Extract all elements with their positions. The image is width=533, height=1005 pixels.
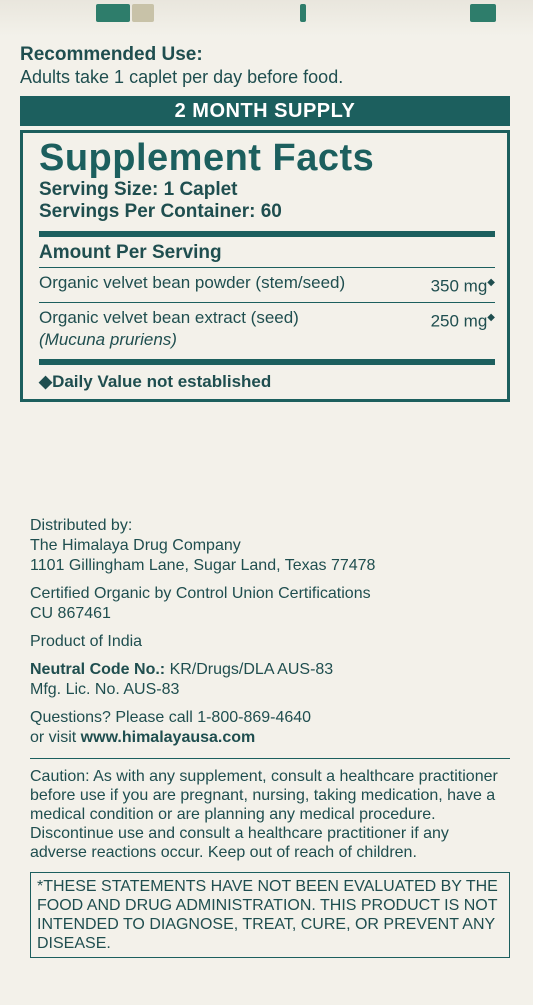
amount-per-serving-heading: Amount Per Serving [39,242,222,263]
certification-block [30,584,510,624]
company-info [30,516,510,958]
ingredient-amount: 250 mg◆ [430,311,495,331]
neutral-code-value: KR/Drugs/DLA AUS-83 [165,661,334,678]
section-divider [30,758,510,759]
ingredient-name: Organic velvet bean extract (seed) [39,307,299,327]
supply-banner: 2 MONTH SUPPLY [20,96,510,126]
ingredient-row [39,303,495,355]
caution-label: Caution: [30,768,90,785]
certification-number: CU 867461 [30,605,111,622]
contact-visit: or visit [30,729,81,746]
certification-line: Certified Organic by Control Union Certifications [30,585,371,602]
brand-logo-fragment [96,4,130,22]
codes-block [30,660,510,700]
brand-logo-fragment [132,4,154,22]
recommended-use-heading: Recommended Use: [20,44,203,65]
website-link[interactable]: www.himalayausa.com [80,729,256,746]
packaging-top-strip [0,0,533,36]
caution-body: As with any supplement, consult a healthcare practitioner before use if you are pregnant, nursing, taking medication, have a medical condition or are planning any medical procedure. Discontinue use and consult a healthcare practitioner if any adverse reactions occur. Keep out of reach of children. [30,768,498,861]
distributor-company: The Himalaya Drug Company [30,537,241,554]
brand-logo-fragment [470,4,496,22]
mfg-license: Mfg. Lic. No. AUS-83 [30,681,180,698]
contact-phone: Questions? Please call 1-800-869-4640 [30,709,312,726]
servings-per-container: Servings Per Container: 60 [39,201,282,222]
supplement-facts-box [20,130,510,402]
recommended-use-text: Adults take 1 caplet per day before food. [20,67,344,87]
diamond-mark: ◆ [487,311,495,323]
contact-block [30,708,510,748]
label-panel [20,36,510,402]
ingredient-name-block [39,307,299,351]
distributor-label: Distributed by: [30,517,133,534]
facts-title: Supplement Facts [39,137,375,179]
fda-disclaimer: *THESE STATEMENTS HAVE NOT BEEN EVALUATED BY THE FOOD AND DRUG ADMINISTRATION. THIS PRODUCT IS NOT INTENDED TO DIAGNOSE, TREAT, CURE, OR PREVENT ANY DISEASE. [30,872,510,958]
diamond-mark: ◆ [487,277,495,288]
daily-value-note: ◆Daily Value not established [39,371,272,391]
product-origin: Product of India [30,633,143,650]
serving-size: Serving Size: 1 Caplet [39,179,238,200]
ingredient-row [39,268,495,302]
distributor-block [30,516,510,576]
caution-text [30,767,510,862]
ingredient-scientific-name: (Mucuna pruriens) [39,329,177,349]
distributor-address: 1101 Gillingham Lane, Sugar Land, Texas 77478 [30,557,376,574]
ingredient-name: Organic velvet bean powder (stem/seed) [39,273,346,292]
brand-logo-fragment [300,4,306,22]
neutral-code-label: Neutral Code No.: [30,661,166,678]
ingredient-amount: 350 mg◆ [430,276,495,296]
